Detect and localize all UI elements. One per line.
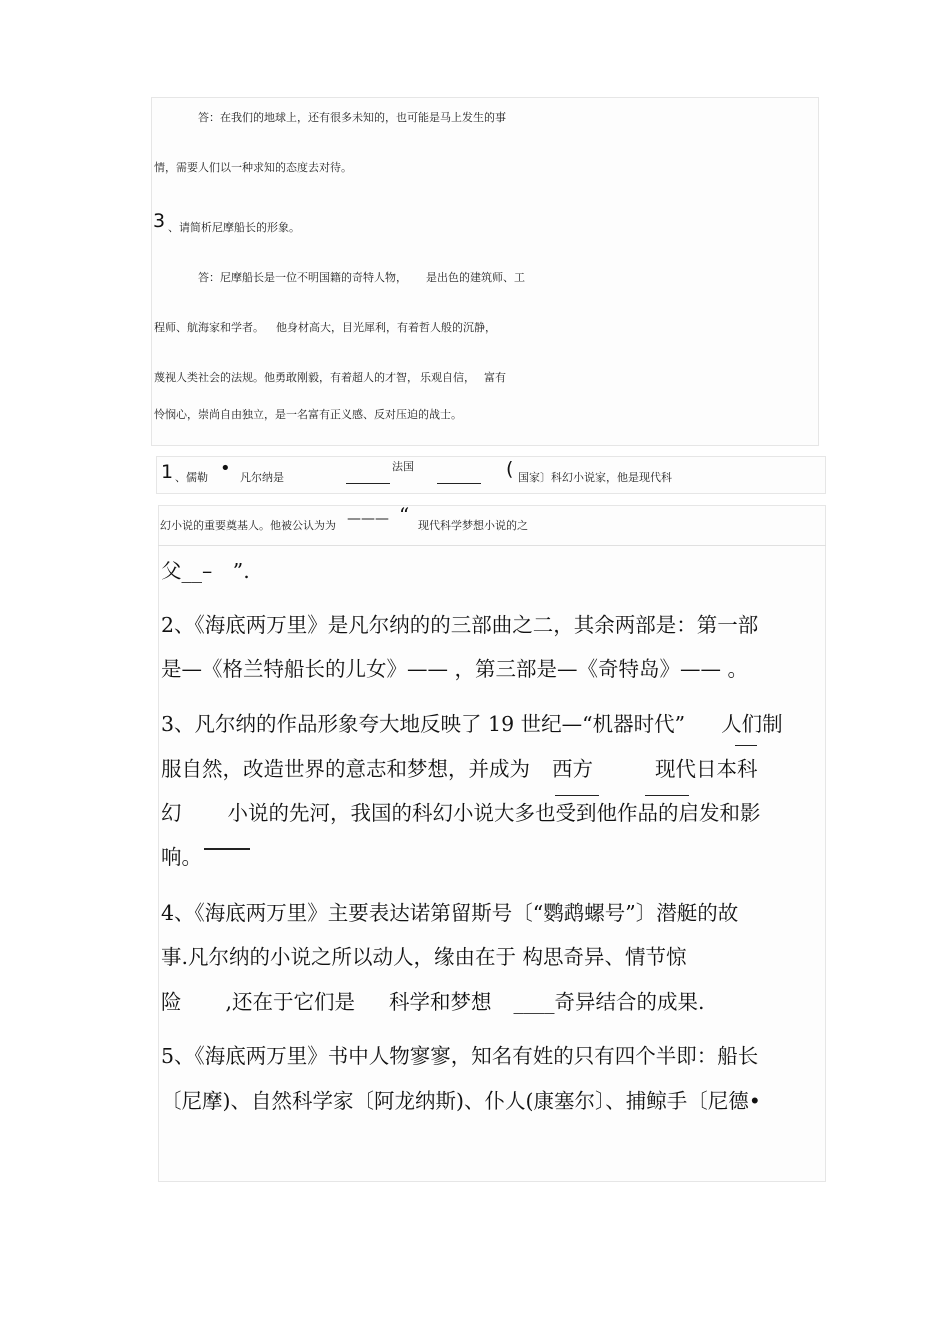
item1-prefix: 、儒勒 xyxy=(175,471,208,484)
q3-underline-1 xyxy=(735,745,757,746)
item1-line2a: 幻小说的重要奠基人。他被公认为为 xyxy=(160,519,336,532)
item1-dash: ——— xyxy=(347,511,389,527)
answer3-line2b: 他身材高大，目光犀利，有着哲人般的沉静， xyxy=(276,321,496,334)
q3-line1a: 3、凡尔纳的作品形象夸大地反映了 19 世纪—“机器时代” xyxy=(161,712,686,736)
q3-line2b: 西方 xyxy=(552,757,593,781)
answer2-line1: 答：在我们的地球上，还有很多未知的，也可能是马上发生的事 xyxy=(198,111,506,124)
q2-line2: 是—《格兰特船长的儿女》—— ，第三部是—《奇特岛》—— 。 xyxy=(161,657,749,681)
answer3-line3c: 富有 xyxy=(484,371,506,384)
answer3-line3b: 乐观自信， xyxy=(420,371,475,384)
q3-line2c: 现代日本科 xyxy=(655,757,758,781)
q3-line3b: 小说的先河，我国的科幻小说大多也受到他作品的启发和影 xyxy=(227,801,761,825)
item1-rest: 国家〕科幻小说家，他是现代科 xyxy=(518,471,672,484)
q4-line3d: ____奇异结合的成果. xyxy=(513,990,705,1014)
answer3-line1b: 是出色的建筑师、工 xyxy=(426,271,525,284)
item1-blank-underline-2 xyxy=(437,483,481,484)
answer3-line3: 蔑视人类社会的法规。他勇敢刚毅，有着超人的才智， xyxy=(154,371,418,384)
answer2-line2: 情，需要人们以一种求知的态度去对待。 xyxy=(154,161,352,174)
section-divider xyxy=(158,545,826,546)
item1-number: 1 xyxy=(161,461,174,483)
q3-line2a: 服自然，改造世界的意志和梦想，并成为 xyxy=(161,757,530,781)
item1-name: 凡尔纳是 xyxy=(240,471,284,484)
q3-line1 xyxy=(161,707,841,737)
q3-line1b: 人们制 xyxy=(721,712,783,736)
q3-line3a: 幻 xyxy=(161,801,182,825)
item1-quote-open: “ xyxy=(399,503,410,527)
q3-line3 xyxy=(161,796,841,826)
q5-line2: 〔尼摩)、自然科学家〔阿龙纳斯)、仆人(康塞尔〕、捕鲸手〔尼德• xyxy=(161,1089,761,1113)
item1-blank-underline xyxy=(346,483,390,484)
answer3-line2: 程师、航海家和学者。 xyxy=(154,321,264,334)
q4-line2: 事.凡尔纳的小说之所以动人，缘由在于 构思奇异、情节惊 xyxy=(161,945,687,969)
q3-line2 xyxy=(161,752,841,782)
q5-line1: 5、《海底两万里》书中人物寥寥，知名有姓的只有四个半即：船长 xyxy=(161,1044,759,1068)
answer3-line4: 怜悯心，崇尚自由独立，是一名富有正义感、反对压迫的战士。 xyxy=(154,408,462,421)
q4-line3a: 险 xyxy=(161,990,182,1014)
q4-line3c: 科学和梦想 xyxy=(389,990,492,1014)
q3-line4: 响。 xyxy=(161,845,202,869)
item1-line3: 父__– ”. xyxy=(161,559,250,583)
item1-answer: 法国 xyxy=(392,460,414,473)
q4-line3b: ,还在于它们是 xyxy=(225,990,356,1014)
question3-number: 3 xyxy=(153,210,166,232)
q2-line1: 2、《海底两万里》是凡尔纳的的三部曲之二，其余两部是：第一部 xyxy=(161,613,759,637)
q4-line1: 4、《海底两万里》主要表达诺第留斯号〔“鹦鹉螺号”〕潜艇的故 xyxy=(161,901,739,925)
item1-line2b: 现代科学梦想小说的之 xyxy=(418,519,528,532)
q3-underline-4 xyxy=(204,848,250,850)
item1-paren: ( xyxy=(506,458,514,480)
q4-line3 xyxy=(161,985,841,1015)
answer3-line1: 答：尼摩船长是一位不明国籍的奇特人物， xyxy=(198,271,407,284)
question3-text: 、请简析尼摩船长的形象。 xyxy=(168,221,300,234)
item1-dot: • xyxy=(220,458,231,479)
